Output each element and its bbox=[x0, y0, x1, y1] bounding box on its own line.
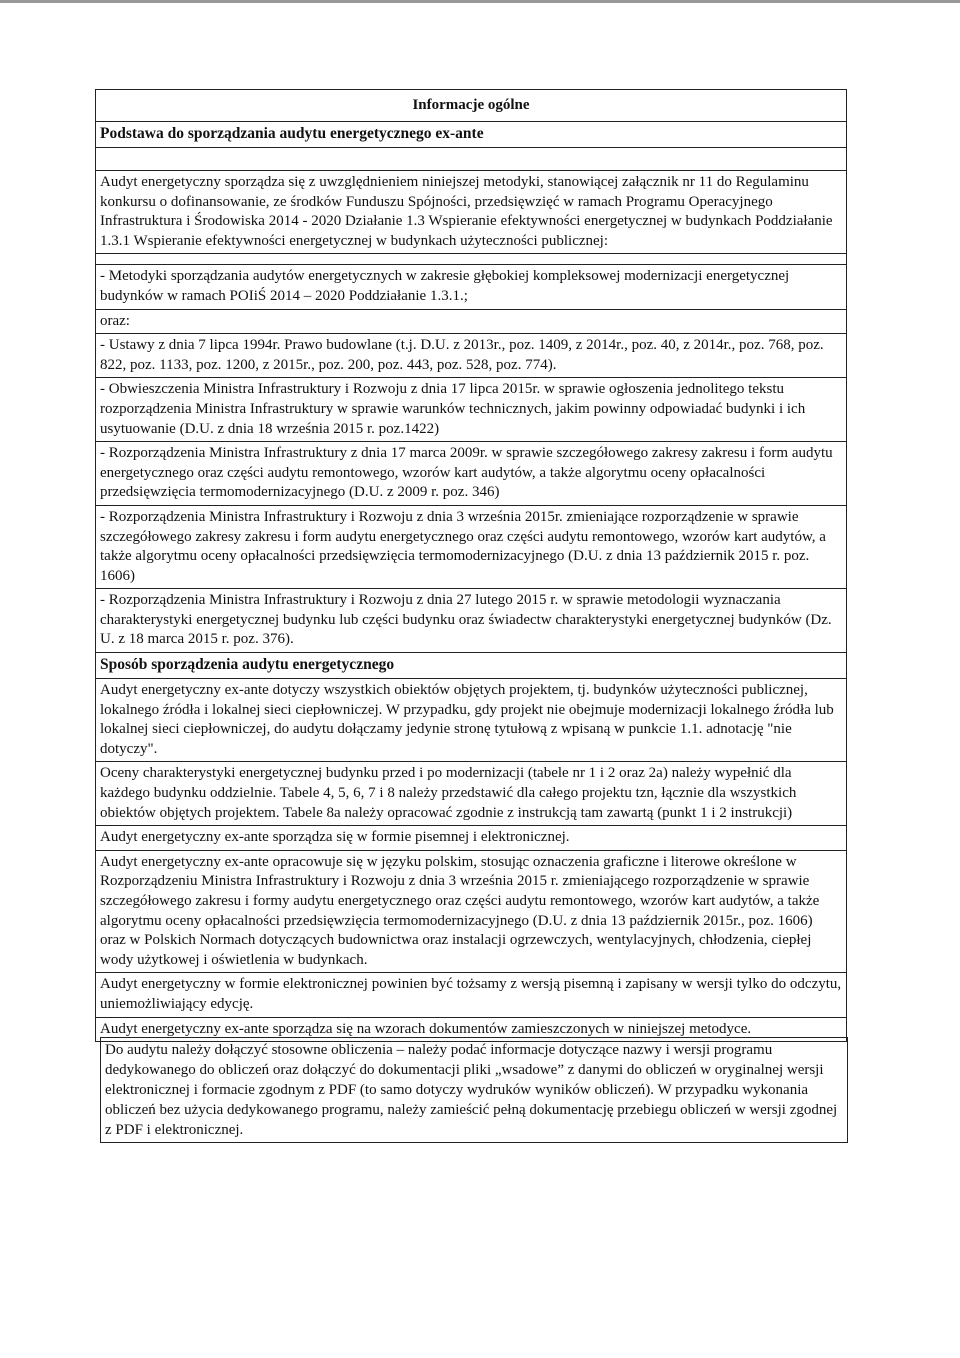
method-form: Audyt energetyczny ex-ante sporządza się w formie pisemnej i elektronicznej. bbox=[96, 826, 846, 851]
basis-intro: Audyt energetyczny sporządza się z uwzględnieniem niniejszej metodyki, stanowiącej załącznik nr 11 do Regulaminu konkursu o dofinansowanie, ze środków Funduszu Spójności, przedsięwzięć w ramach Programu Operacyjnego Infrastruktura i Środowiska 2014 - 2020 Działanie 1.3 Wspieranie efektywności energetycznej w budynkach Poddziałanie 1.3.1 Wspieranie efektywności energetycznej w budynkach użyteczności publicznej: bbox=[96, 171, 846, 254]
section-heading-method: Sposób sporządzenia audytu energetycznego bbox=[96, 653, 846, 679]
calculations-note: Do audytu należy dołączyć stosowne obliczenia – należy podać informacje dotyczące nazwy i wersji programu dedykowanego do obliczeń oraz dołączyć do dokumentacji pliki „wsadowe” z danymi do obliczeń w oryginalnej wersji elektronicznej i formacie zgodnym z PDF (to samo dotyczy wydruków wyników obliczeń). W przypadku wykonania obliczeń bez użycia dedykowanego programu, należy zamieścić pełną dokumentację przebiegu obliczeń w wersji zgodnej z PDF i elektronicznej. bbox=[100, 1037, 848, 1143]
basis-item-rozporzadzenie-2009: - Rozporządzenia Ministra Infrastruktury z dnia 17 marca 2009r. w sprawie szczegółowego zakresy zakresu i form audytu energetycznego oraz części audytu remontowego, wzorów kart audytów, a także algorytmu oceny opłacalności przedsięwzięcia termomodernizacyjnego (D.U. z 2009 r. poz. 346) bbox=[96, 442, 846, 506]
blank-row bbox=[96, 148, 846, 171]
info-table bbox=[95, 89, 847, 1042]
method-scope: Audyt energetyczny ex-ante dotyczy wszystkich obiektów objętych projektem, tj. budynków użyteczności publicznej, lokalnego źródła i lokalnej sieci ciepłowniczej. W przypadku, gdy projekt nie obejmuje modernizacji lokalnego źródła lub lokalnej sieci ciepłowniczej, do audytu dołączamy jedynie stronę tytułową z wpisaną w punkcie 1.1. adnotację "nie dotyczy". bbox=[96, 679, 846, 762]
basis-item-metodyki: - Metodyki sporządzania audytów energetycznych w zakresie głębokiej kompleksowej modernizacji energetycznej budynków w ramach POIiŚ 2014 – 2020 Poddziałanie 1.3.1.; bbox=[96, 265, 846, 309]
scan-edge bbox=[0, 0, 960, 3]
basis-item-rozporzadzenie-luty: - Rozporządzenia Ministra Infrastruktury i Rozwoju z dnia 27 lutego 2015 r. w sprawie metodologii wyznaczania charakterystyki energetycznej budynku lub części budynku oraz świadectw charakterystyki energetycznej budynków (Dz. U. z 18 marca 2015 r. poz. 376). bbox=[96, 589, 846, 653]
basis-item-ustawy: - Ustawy z dnia 7 lipca 1994r. Prawo budowlane (t.j. D.U. z 2013r., poz. 1409, z 2014r., poz. 40, z 2014r., poz. 768, poz. 822, poz. 1133, poz. 1200, z 2015r., poz. 200, poz. 443, poz. 528, poz. 774). bbox=[96, 334, 846, 378]
page-title: Informacje ogólne bbox=[96, 89, 846, 122]
basis-item-obwieszczenia: - Obwieszczenia Ministra Infrastruktury i Rozwoju z dnia 17 lipca 2015r. w sprawie ogłoszenia jednolitego tekstu rozporządzenia Ministra Infrastruktury w sprawie warunków technicznych, jakim powinny odpowiadać budynki i ich usytuowanie (D.U. z dnia 18 września 2015 r. poz.1422) bbox=[96, 378, 846, 442]
method-electronic: Audyt energetyczny w formie elektronicznej powinien być tożsamy z wersją pisemną i zapisany w wersji tylko do odczytu, uniemożliwiający edycję. bbox=[96, 973, 846, 1017]
basis-item-rozporzadzenie-2015: - Rozporządzenia Ministra Infrastruktury i Rozwoju z dnia 3 września 2015r. zmieniające rozporządzenie w sprawie szczegółowego zakresy zakresu i form audytu energetycznego oraz części audytu remontowego, wzorów kart audytów, a także algorytmu oceny opłacalności przedsięwzięcia termomodernizacyjnego (D.U. z dnia 13 październik 2015 r. poz. 1606) bbox=[96, 506, 846, 589]
basis-oraz: oraz: bbox=[96, 310, 846, 335]
method-templates: Audyt energetyczny ex-ante sporządza się na wzorach dokumentów zamieszczonych w niniejszej metodyce. bbox=[96, 1018, 846, 1043]
blank-row bbox=[96, 254, 846, 265]
method-ratings: Oceny charakterystyki energetycznej budynku przed i po modernizacji (tabele nr 1 i 2 oraz 2a) należy wypełnić dla każdego budynku oddzielnie. Tabele 4, 5, 6, 7 i 8 należy przedstawić dla całego projektu tzn, łącznie dla wszystkich obiektów objętych projektem. Tabele 8a należy opracować zgodnie z instrukcją tam zawartą (punkt 1 i 2 instrukcji) bbox=[96, 762, 846, 826]
section-heading-basis: Podstawa do sporządzania audytu energetycznego ex-ante bbox=[96, 122, 846, 148]
method-language: Audyt energetyczny ex-ante opracowuje się w języku polskim, stosując oznaczenia graficzne i literowe określone w Rozporządzeniu Ministra Infrastruktury i Rozwoju z dnia 3 września 2015 r. zmieniającego rozporządzenie w sprawie szczegółowego zakresu i formy audytu energetycznego oraz części audytu remontowego, wzorów kart audytów, a także algorytmu oceny opłacalności przedsięwzięcia termomodernizacyjnego (D.U. z dnia 13 październik 2015r., poz. 1606) oraz w Polskich Normach dotyczących budownictwa oraz instalacji ogrzewczych, wentylacyjnych, chłodzenia, ciepłej wody użytkowej i oświetlenia w budynkach. bbox=[96, 851, 846, 974]
